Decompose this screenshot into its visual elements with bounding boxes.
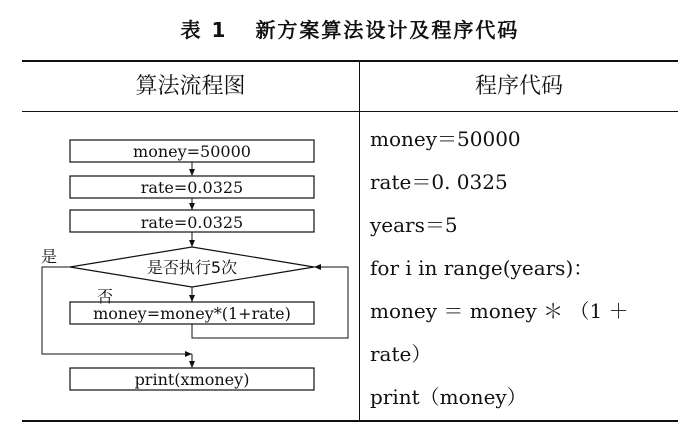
flow-step-rate-2-label: rate=0.0325 (140, 213, 244, 232)
code-line: print（money） (370, 385, 527, 409)
flow-no-label: 否 (96, 287, 114, 306)
bottom-rule (22, 420, 678, 422)
table-number: 表 1 (180, 18, 228, 42)
flow-step-money-label: money=50000 (133, 142, 251, 161)
code-listing (370, 118, 670, 419)
header-flowchart: 算法流程图 (135, 74, 246, 99)
table-title: 新方案算法设计及程序代码 (255, 18, 520, 42)
algorithm-table (22, 60, 678, 422)
code-line: money＝50000 (370, 127, 521, 151)
code-line: money ＝ money ＊ （1 ＋ (370, 299, 629, 323)
flow-decision-label: 是否执行5次 (146, 258, 238, 277)
code-line: rate＝0. 0325 (370, 170, 508, 194)
code-line: years＝5 (370, 213, 458, 237)
flow-step-rate-label: rate=0.0325 (140, 178, 244, 197)
header-code: 程序代码 (474, 74, 563, 99)
flow-yes-label: 是 (40, 247, 58, 266)
flow-output-label: print(xmoney) (134, 370, 250, 389)
table-caption (0, 14, 700, 43)
code-line: rate） (370, 342, 432, 366)
column-divider (359, 60, 360, 422)
flow-loop-body-label: money=money*(1+rate) (93, 304, 291, 323)
flowchart (22, 112, 359, 420)
code-line: for i in range(years)： (370, 256, 594, 280)
